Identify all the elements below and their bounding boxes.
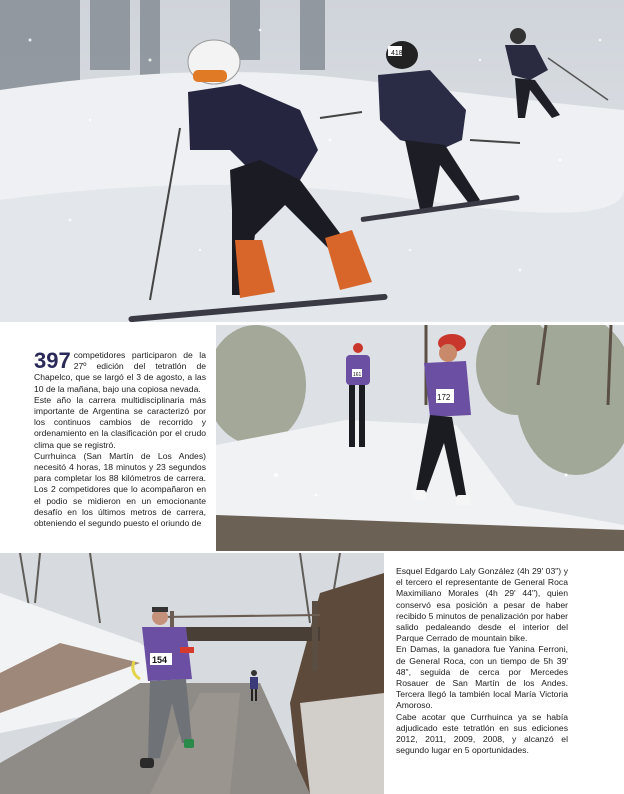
paragraph-3: Currhuinca (San Martín de Los Andes) necesitó 4 horas, 18 minutos y 23 segundos para completar los 88 kilómetros de carrera. Los 2 competidores que lo acompañaron en el podio se midieron en un emocionante desafío en los últimos metros de carrera, obteniendo el segundo puesto el oriundo de [34, 450, 206, 529]
bib-skier-mid: 418 [391, 50, 403, 57]
bib-runner-front: 172 [437, 393, 451, 402]
intro-text: competidores participaron de la 27º edición del tetratlón de Chapelco, que se largó el 3 de agosto, a las 10 de la mañana, bajo una copiosa nevada. [34, 350, 206, 394]
paragraph-2: Este año la carrera multidisciplinaria más importante de Argentina se caracterizó por los continuos cambios de recorrido y ordenamiento en la clasificación por el crudo clima que se registró. [34, 394, 206, 450]
photo-skiers [0, 0, 624, 322]
photo-runner-bridge [0, 553, 384, 794]
article-column-right [396, 566, 568, 756]
article-column-left [34, 350, 206, 529]
paragraph-5: En Damas, la ganadora fue Yanina Ferroni, de General Roca, con un tiempo de 5h 39' 48", seguida de cerca por Mercedes Rosauer de San Martín de los Andes. Tercera llegó la también local María Victoria Amoroso. [396, 644, 568, 711]
bib-runner-bottom: 154 [152, 655, 168, 665]
paragraph-6: Cabe acotar que Currhuinca ya se había adjudicado este tetratlón en sus ediciones 2012, 2011, 2009, 2008, y alcanzó el segundo lugar en 5 oportunidades. [396, 711, 568, 756]
bib-runner-back: 161 [353, 372, 362, 378]
intro-paragraph [34, 350, 206, 395]
intro-number: 397 [34, 348, 71, 373]
paragraph-4: Esquel Edgardo Laly González (4h 29' 03") y el tercero el representante de General Roca Maximiliano Morales (4h 29' 44"), quien conservó esa posición a pesar de haber recibido 5 minutos de penalización por haber salido pedaleando desde el interior del Parque Cerrado de mountain bike. [396, 566, 568, 644]
photo-runners-trail [216, 325, 624, 551]
